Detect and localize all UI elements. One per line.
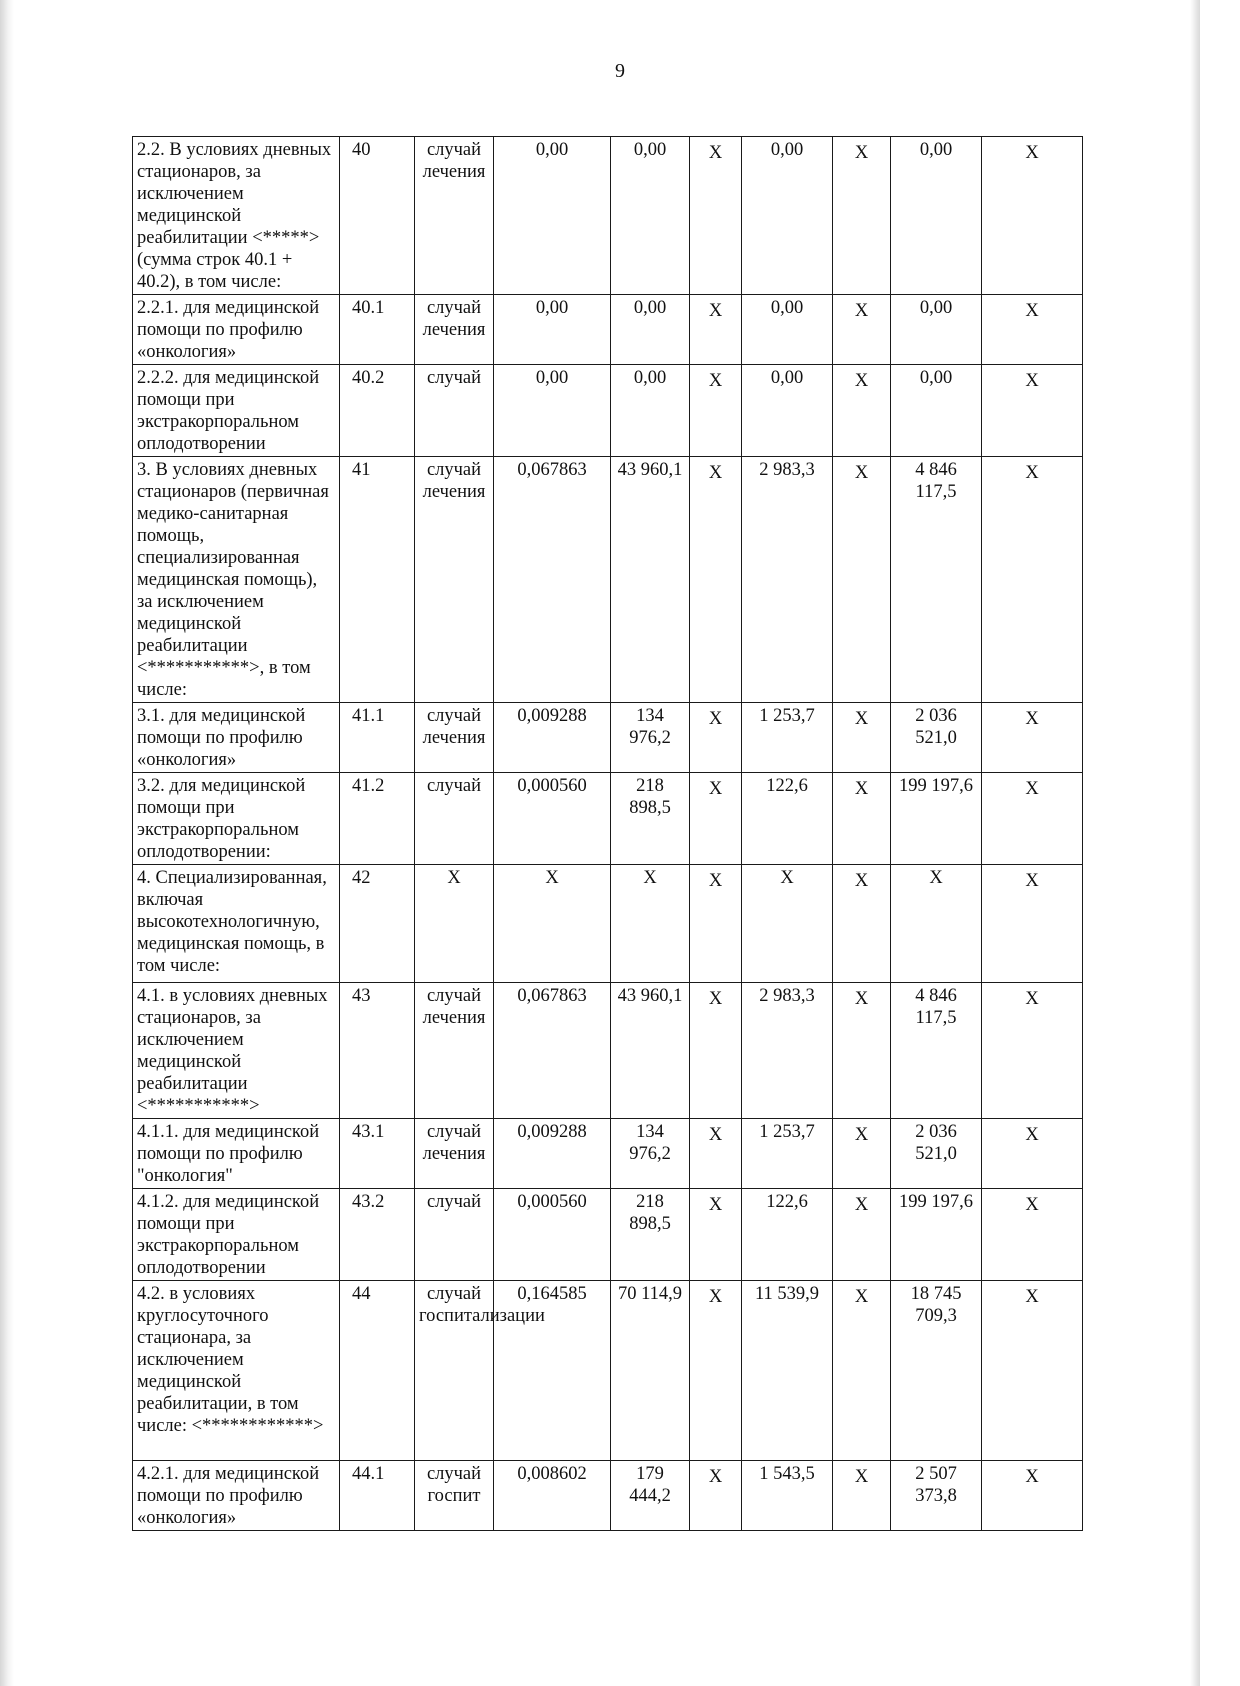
unit-cell: случай лечения bbox=[415, 983, 494, 1119]
table-row bbox=[133, 1189, 1083, 1281]
total-cost-cell: 199 197,6 bbox=[891, 1189, 982, 1281]
total-cost-cell: 4 846 117,5 bbox=[891, 457, 982, 703]
row-code-cell: 44 bbox=[340, 1281, 415, 1461]
row-code-cell: 43.1 bbox=[340, 1119, 415, 1189]
x-cell: X bbox=[982, 983, 1083, 1119]
total-cost-cell: 199 197,6 bbox=[891, 773, 982, 865]
row-name-cell: 2.2.1. для медицинской помощи по профилю «онкология» bbox=[133, 295, 340, 365]
total-cost-cell: 2 036 521,0 bbox=[891, 703, 982, 773]
x-cell: X bbox=[833, 365, 891, 457]
x-cell: X bbox=[833, 1461, 891, 1531]
x-cell: X bbox=[833, 137, 891, 295]
per-capita-cell: 1 253,7 bbox=[742, 703, 833, 773]
unit-cell: случай bbox=[415, 773, 494, 865]
x-cell: X bbox=[833, 773, 891, 865]
table-row bbox=[133, 703, 1083, 773]
x-cell: X bbox=[982, 137, 1083, 295]
per-capita-cell: 1 253,7 bbox=[742, 1119, 833, 1189]
table-row bbox=[133, 1461, 1083, 1531]
volume-norm-cell: 0,000560 bbox=[494, 1189, 611, 1281]
row-name-cell: 2.2.2. для медицинской помощи при экстракорпоральном оплодотворении bbox=[133, 365, 340, 457]
volume-norm-cell: 0,009288 bbox=[494, 1119, 611, 1189]
x-cell: X bbox=[690, 1119, 742, 1189]
x-cell: X bbox=[690, 137, 742, 295]
cost-norm-cell: 43 960,1 bbox=[611, 457, 690, 703]
row-code-cell: 44.1 bbox=[340, 1461, 415, 1531]
per-capita-cell: 0,00 bbox=[742, 365, 833, 457]
row-code-cell: 40 bbox=[340, 137, 415, 295]
volume-norm-cell: 0,164585 bbox=[494, 1281, 611, 1461]
cost-norm-cell: 0,00 bbox=[611, 137, 690, 295]
volume-norm-cell: X bbox=[494, 865, 611, 983]
x-cell: X bbox=[690, 1189, 742, 1281]
x-cell: X bbox=[690, 773, 742, 865]
total-cost-cell: 2 507 373,8 bbox=[891, 1461, 982, 1531]
total-cost-cell: 0,00 bbox=[891, 365, 982, 457]
unit-cell: X bbox=[415, 865, 494, 983]
row-name-cell: 4.2. в условиях круглосуточного стационара, за исключением медицинской реабилитации, в том числе: <************> bbox=[133, 1281, 340, 1461]
x-cell: X bbox=[833, 295, 891, 365]
x-cell: X bbox=[833, 1189, 891, 1281]
row-name-cell: 3. В условиях дневных стационаров (первичная медико-санитарная помощь, специализированная медицинская помощь), за исключением медицинской реабилитации <***********>, в том числе: bbox=[133, 457, 340, 703]
per-capita-cell: 1 543,5 bbox=[742, 1461, 833, 1531]
unit-cell: случай лечения bbox=[415, 1119, 494, 1189]
table-row bbox=[133, 457, 1083, 703]
x-cell: X bbox=[833, 1281, 891, 1461]
table-row bbox=[133, 983, 1083, 1119]
volume-norm-cell: 0,00 bbox=[494, 365, 611, 457]
x-cell: X bbox=[833, 457, 891, 703]
cost-norm-cell: 218 898,5 bbox=[611, 1189, 690, 1281]
x-cell: X bbox=[833, 1119, 891, 1189]
total-cost-cell: 4 846 117,5 bbox=[891, 983, 982, 1119]
x-cell: X bbox=[690, 983, 742, 1119]
x-cell: X bbox=[833, 703, 891, 773]
scan-left-edge bbox=[0, 0, 14, 1686]
x-cell: X bbox=[833, 865, 891, 983]
table-row bbox=[133, 365, 1083, 457]
volume-norm-cell: 0,008602 bbox=[494, 1461, 611, 1531]
unit-cell: случай лечения bbox=[415, 703, 494, 773]
volume-norm-cell: 0,00 bbox=[494, 295, 611, 365]
cost-norm-cell: 0,00 bbox=[611, 295, 690, 365]
x-cell: X bbox=[982, 1189, 1083, 1281]
row-name-cell: 4.2.1. для медицинской помощи по профилю «онкология» bbox=[133, 1461, 340, 1531]
row-code-cell: 40.2 bbox=[340, 365, 415, 457]
volume-norm-cell: 0,009288 bbox=[494, 703, 611, 773]
row-name-cell: 2.2. В условиях дневных стационаров, за исключением медицинской реабилитации <*****> (сумма строк 40.1 + 40.2), в том числе: bbox=[133, 137, 340, 295]
x-cell: X bbox=[982, 457, 1083, 703]
row-name-cell: 4.1. в условиях дневных стационаров, за исключением медицинской реабилитации <***********> bbox=[133, 983, 340, 1119]
row-code-cell: 42 bbox=[340, 865, 415, 983]
cost-norm-cell: 134 976,2 bbox=[611, 1119, 690, 1189]
row-name-cell: 4.1.1. для медицинской помощи по профилю "онкология" bbox=[133, 1119, 340, 1189]
x-cell: X bbox=[690, 457, 742, 703]
x-cell: X bbox=[690, 1281, 742, 1461]
table-row bbox=[133, 137, 1083, 295]
cost-norm-cell: 43 960,1 bbox=[611, 983, 690, 1119]
x-cell: X bbox=[690, 365, 742, 457]
volume-norm-cell: 0,067863 bbox=[494, 457, 611, 703]
table-row bbox=[133, 295, 1083, 365]
page-number: 9 bbox=[615, 60, 625, 82]
x-cell: X bbox=[982, 1281, 1083, 1461]
cost-norm-cell: 134 976,2 bbox=[611, 703, 690, 773]
cost-norm-cell: 179 444,2 bbox=[611, 1461, 690, 1531]
table-row bbox=[133, 865, 1083, 983]
total-cost-cell: 0,00 bbox=[891, 295, 982, 365]
x-cell: X bbox=[690, 865, 742, 983]
row-code-cell: 43.2 bbox=[340, 1189, 415, 1281]
per-capita-cell: 122,6 bbox=[742, 1189, 833, 1281]
x-cell: X bbox=[690, 1461, 742, 1531]
per-capita-cell: 11 539,9 bbox=[742, 1281, 833, 1461]
row-name-cell: 4.1.2. для медицинской помощи при экстракорпоральном оплодотворении bbox=[133, 1189, 340, 1281]
unit-cell: случай госпитализации bbox=[415, 1281, 494, 1461]
row-code-cell: 43 bbox=[340, 983, 415, 1119]
x-cell: X bbox=[982, 773, 1083, 865]
cost-norm-cell: 218 898,5 bbox=[611, 773, 690, 865]
per-capita-cell: 0,00 bbox=[742, 295, 833, 365]
per-capita-cell: 2 983,3 bbox=[742, 457, 833, 703]
cost-norm-cell: X bbox=[611, 865, 690, 983]
total-cost-cell: 18 745 709,3 bbox=[891, 1281, 982, 1461]
total-cost-cell: X bbox=[891, 865, 982, 983]
x-cell: X bbox=[982, 365, 1083, 457]
scan-right-edge bbox=[1190, 0, 1200, 1686]
x-cell: X bbox=[982, 703, 1083, 773]
table-row bbox=[133, 1281, 1083, 1461]
volume-norm-cell: 0,00 bbox=[494, 137, 611, 295]
row-code-cell: 41 bbox=[340, 457, 415, 703]
row-name-cell: 3.2. для медицинской помощи при экстракорпоральном оплодотворении: bbox=[133, 773, 340, 865]
row-name-cell: 3.1. для медицинской помощи по профилю «онкология» bbox=[133, 703, 340, 773]
x-cell: X bbox=[690, 295, 742, 365]
unit-cell: случай bbox=[415, 1189, 494, 1281]
x-cell: X bbox=[982, 1119, 1083, 1189]
per-capita-cell: 122,6 bbox=[742, 773, 833, 865]
table-row bbox=[133, 1119, 1083, 1189]
x-cell: X bbox=[690, 703, 742, 773]
volume-norm-cell: 0,000560 bbox=[494, 773, 611, 865]
unit-cell: случай bbox=[415, 365, 494, 457]
table-row bbox=[133, 773, 1083, 865]
volume-norm-cell: 0,067863 bbox=[494, 983, 611, 1119]
total-cost-cell: 0,00 bbox=[891, 137, 982, 295]
cost-norm-cell: 0,00 bbox=[611, 365, 690, 457]
row-code-cell: 40.1 bbox=[340, 295, 415, 365]
x-cell: X bbox=[982, 295, 1083, 365]
data-table bbox=[132, 136, 1083, 1531]
x-cell: X bbox=[833, 983, 891, 1119]
table-container bbox=[132, 136, 1083, 1531]
per-capita-cell: 0,00 bbox=[742, 137, 833, 295]
table-body bbox=[133, 137, 1083, 1531]
total-cost-cell: 2 036 521,0 bbox=[891, 1119, 982, 1189]
x-cell: X bbox=[982, 1461, 1083, 1531]
row-code-cell: 41.2 bbox=[340, 773, 415, 865]
unit-cell: случай лечения bbox=[415, 457, 494, 703]
row-code-cell: 41.1 bbox=[340, 703, 415, 773]
row-name-cell: 4. Специализированная, включая высокотехнологичную, медицинская помощь, в том числе: bbox=[133, 865, 340, 983]
unit-cell: случай лечения bbox=[415, 295, 494, 365]
per-capita-cell: X bbox=[742, 865, 833, 983]
unit-cell: случай госпит bbox=[415, 1461, 494, 1531]
per-capita-cell: 2 983,3 bbox=[742, 983, 833, 1119]
cost-norm-cell: 70 114,9 bbox=[611, 1281, 690, 1461]
x-cell: X bbox=[982, 865, 1083, 983]
unit-cell: случай лечения bbox=[415, 137, 494, 295]
